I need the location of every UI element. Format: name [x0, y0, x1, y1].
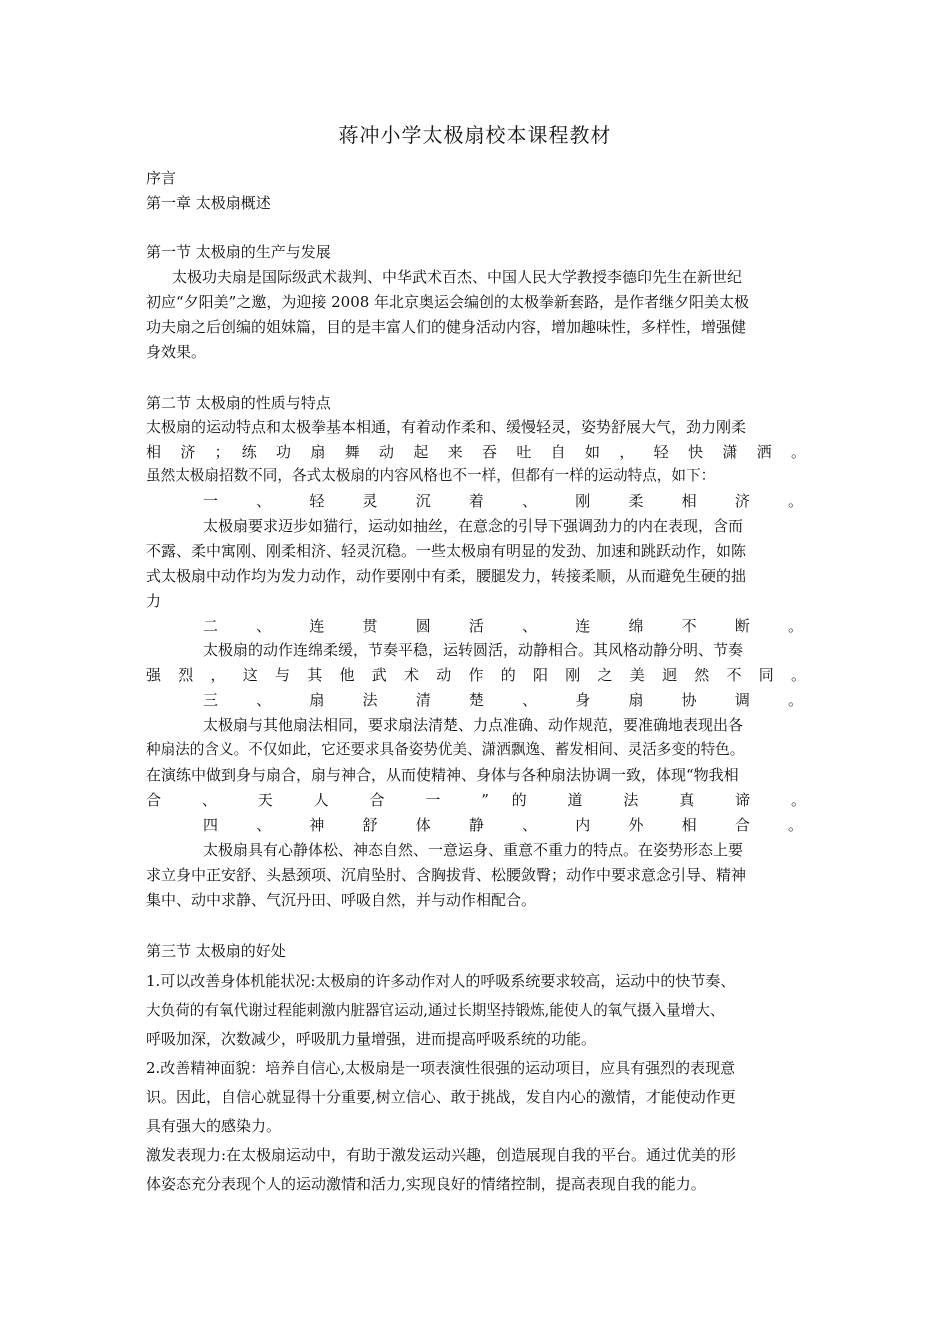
- section-1-line: 太极功夫扇是国际级武术裁判、中华武术百杰、中国人民大学教授李德印先生在新世纪: [172, 268, 743, 286]
- document-title: 蒋冲小学太极扇校本课程教材: [338, 123, 612, 147]
- point-3-line: 合 、 天 人 合 一 ” 的 道 法 真 谛 。: [146, 791, 806, 809]
- point-1-line: 式太极扇中动作均为发力动作，动作要刚中有柔，腰腿发力，转接柔顺，从而避免生硬的拙: [146, 567, 747, 585]
- point-2-line: 强 烈 ， 这 与 其 他 武 术 动 作 的 阳 刚 之 美 迥 然 不 同 。: [146, 666, 806, 684]
- benefit-2-line: 2.改善精神面貌：培养自信心,太极扇是一项表演性很强的运动项目，应具有强烈的表现意: [146, 1059, 736, 1077]
- point-4-heading: 四 、 神 舒 体 静 、 内 外 相 合 。: [203, 816, 803, 834]
- benefit-1-line: 1.可以改善身体机能状况:太极扇的许多动作对人的呼吸系统要求较高，运动中的快节奏、: [146, 972, 736, 990]
- section-2-intro-line: 虽然太极扇招数不同，各式太极扇的内容风格也不一样，但都有一样的运动特点，如下：: [146, 467, 716, 484]
- point-3-line: 在演练中做到身与扇合，扇与神合，从而使精神、身体与各种扇法协调一致，体现“物我相: [146, 766, 739, 784]
- point-4-line: 集中、动中求静、气沉丹田、呼吸自然，并与动作相配合。: [146, 891, 537, 909]
- point-4-line: 太极扇具有心静体松、神态自然、一意运身、重意不重力的特点。在姿势形态上要: [203, 841, 744, 859]
- point-3-line: 种扇法的含义。不仅如此，它还要求具备姿势优美、潇洒飘逸、蓄发相间、灵活多变的特色。: [146, 741, 745, 758]
- benefit-2-line: 识。因此，自信心就显得十分重要,树立信心、敢于挑战，发自内心的激情，才能使动作更: [146, 1088, 736, 1106]
- section-3-heading: 第三节 太极扇的好处: [146, 942, 286, 960]
- point-4-line: 求立身中正安舒、头悬颈项、沉肩坠肘、含胸拔背、松腰敛臀；动作中要求意念引导、精神: [146, 866, 747, 884]
- point-1-line: 不露、柔中寓刚、刚柔相济、轻灵沉稳。一些太极扇有明显的发劲、加速和跳跃动作，如陈: [146, 542, 747, 560]
- benefit-1-line: 大负荷的有氧代谢过程能刺激内脏器官运动,通过长期坚持锻炼,能使人的氧气摄入量增大、: [146, 1002, 725, 1019]
- point-3-line: 太极扇与其他扇法相同，要求扇法清楚、力点准确、动作规范，要准确地表现出各: [203, 716, 744, 734]
- point-1-line: 太极扇要求迈步如猫行，运动如抽丝，在意念的引导下强调劲力的内在表现，含而: [203, 517, 744, 535]
- section-2-intro-line: 相 济 ； 练 功 扇 舞 动 起 来 吞 吐 自 如 ， 轻 快 潇 洒 。: [146, 443, 806, 461]
- section-2-heading: 第二节 太极扇的性质与特点: [146, 394, 331, 412]
- point-1-line: 力: [146, 592, 162, 610]
- point-1-heading: 一 、 轻 灵 沉 着 、 刚 柔 相 济 。: [203, 492, 803, 510]
- section-1-line: 功夫扇之后创编的姐妹篇，目的是丰富人们的健身活动内容，增加趣味性，多样性，增强健: [146, 318, 747, 336]
- section-1-line: 初应“夕阳美”之邀，为迎接 2008 年北京奥运会编创的太极拳新套路，是作者继夕阳美太极: [146, 293, 750, 311]
- benefit-3-line: 体姿态充分表现个人的运动激情和活力,实现良好的情绪控制，提高表现自我的能力。: [146, 1175, 706, 1193]
- section-1-heading: 第一节 太极扇的生产与发展: [146, 243, 331, 261]
- benefit-3-line: 激发表现力:在太极扇运动中，有助于激发运动兴趣，创造展现自我的平台。通过优美的形: [146, 1146, 737, 1164]
- section-1-line: 身效果。: [146, 343, 207, 361]
- section-2-intro-line: 太极扇的运动特点和太极拳基本相通，有着动作柔和、缓慢轻灵，姿势舒展大气，劲力刚柔: [146, 418, 747, 436]
- toc-chapter-1: 第一章 太极扇概述: [146, 194, 271, 212]
- point-3-heading: 三 、 扇 法 清 楚 、 身 扇 协 调 。: [203, 691, 803, 709]
- benefit-2-line: 具有强大的感染力。: [146, 1117, 282, 1135]
- toc-preface: 序言: [146, 169, 177, 187]
- point-2-heading: 二 、 连 贯 圆 活 、 连 绵 不 断 。: [203, 617, 803, 635]
- benefit-1-line: 呼吸加深，次数减少，呼吸肌力量增强，进而提高呼吸系统的功能。: [146, 1030, 597, 1048]
- point-2-line: 太极扇的动作连绵柔缓，节奏平稳，运转圆活，动静相合。其风格动静分明、节奏: [203, 641, 744, 659]
